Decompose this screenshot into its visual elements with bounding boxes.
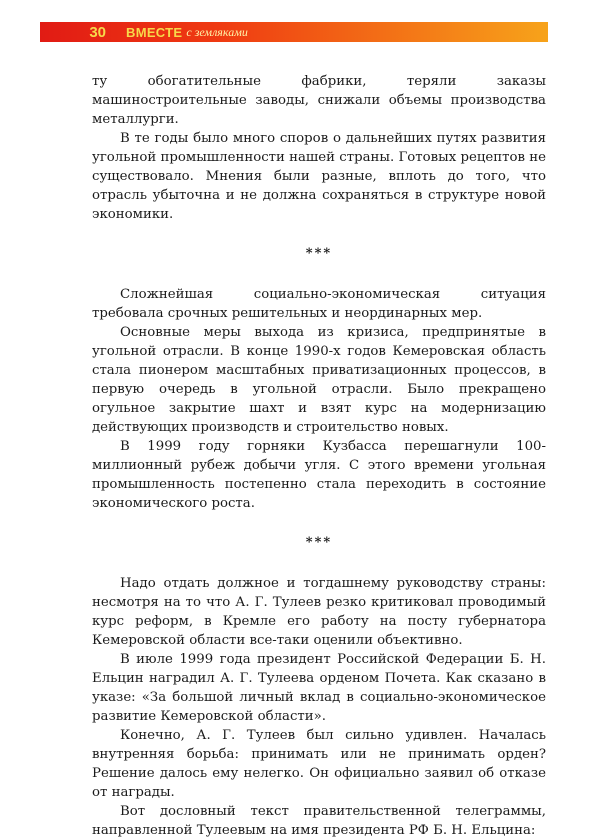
paragraph: ту обогатительные фабрики, теряли заказы машиностроительные заводы, снижали объемы производства металлурги. (92, 74, 546, 127)
paragraph: Конечно, А. Г. Тулеев был сильно удивлен. Началась внутренняя борьба: принимать или не принимать орден? Решение далось ему нелегко. Он официально заявил об отказе от награды. (92, 728, 546, 800)
paragraph: В июле 1999 года президент Российской Федерации Б. Н. Ельцин наградил А. Г. Тулеева орденом Почета. Как сказано в указе: «За большой личный вклад в социально-экономическое развитие Кемеровской области». (92, 652, 546, 724)
page-header-bar (40, 22, 548, 42)
paragraph: В 1999 году горняки Кузбасса перешагнули 100-миллионный рубеж добычи угля. С этого времени угольная промышленность постепенно стала переходить в состояние экономического роста. (92, 439, 546, 511)
paragraph: Основные меры выхода из кризиса, предпринятые в угольной отрасли. В конце 1990-х годов Кемеровская область стала пионером масштабных приватизационных процессов, в первую очередь в угольной отрасли. Было прекращено огульное закрытие шахт и взят курс на модернизацию действующих производств и строительство новых. (92, 325, 546, 435)
page-number: 30 (89, 23, 106, 41)
section-separator: *** (305, 535, 333, 550)
paragraph: В те годы было много споров о дальнейших путях развития угольной промышленности нашей страны. Готовых рецептов не существовало. Мнения были разные, вплоть до того, что отрасль убыточна и не должна сохраняться в структуре новой экономики. (92, 131, 546, 222)
paragraph: Вот дословный текст правительственной телеграммы, направленной Тулеевым на имя президента РФ Б. Н. Ельцина: (92, 804, 546, 838)
paragraph: Надо отдать должное и тогдашнему руководству страны: несмотря на то что А. Г. Тулеев резко критиковал проводимый курс реформ, в Кремле его работу на посту губернатора Кемеровской области все-таки оценили объективно. (92, 576, 546, 648)
paragraph: Сложнейшая социально-экономическая ситуация требовала срочных решительных и неординарных мер. (92, 287, 546, 321)
book-title: ВМЕСТЕ (126, 24, 183, 40)
page-body (92, 72, 546, 840)
book-subtitle: с земляками (186, 24, 248, 39)
section-separator: *** (305, 246, 333, 261)
